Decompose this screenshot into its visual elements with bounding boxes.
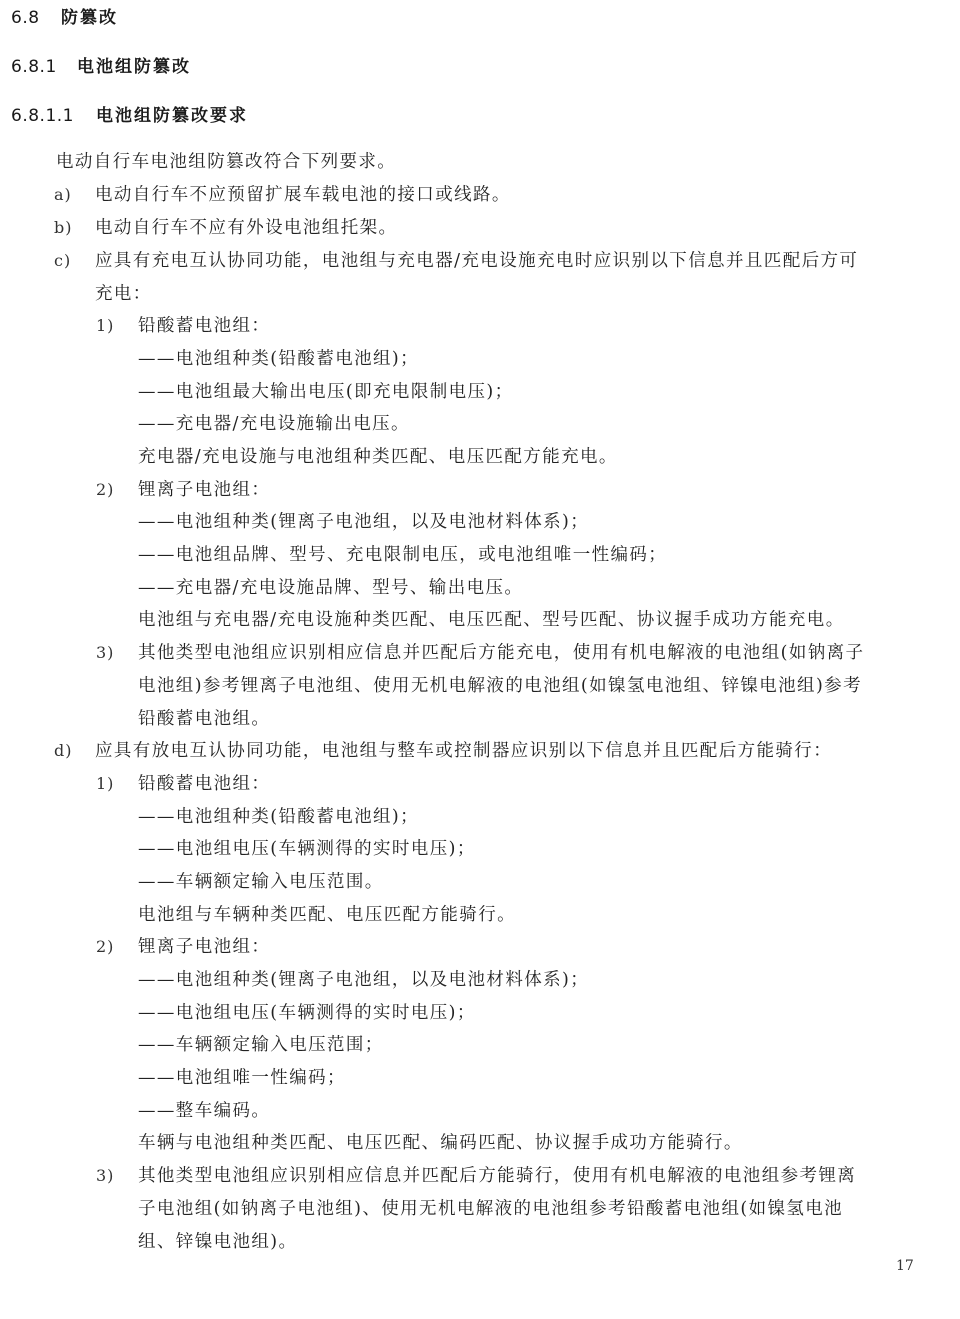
sub-c1-summary: 充电器/充电设施与电池组种类匹配、电压匹配方能充电。 [138, 447, 618, 467]
sub-marker-c3: 3) [96, 643, 115, 662]
item-marker-b: b) [54, 218, 73, 237]
item-marker-a: a) [54, 185, 72, 204]
intro-paragraph: 电动自行车电池组防篡改符合下列要求。 [56, 152, 397, 172]
sub-marker-d2: 2) [96, 937, 115, 956]
dash-item: ——充电器/充电设施输出电压。 [138, 414, 410, 434]
item-c-text-line: 充电： [95, 284, 152, 304]
sub-d3-text-line: 子电池组(如钠离子电池组)、使用无机电解液的电池组参考铅酸蓄电池组(如镍氢电池 [138, 1199, 844, 1219]
sub-d3-text-line: 组、锌镍电池组)。 [138, 1232, 298, 1252]
item-a-text: 电动自行车不应预留扩展车载电池的接口或线路。 [95, 185, 511, 205]
sub-d3-text-line: 其他类型电池组应识别相应信息并匹配后方能骑行，使用有机电解液的电池组参考锂离 [138, 1166, 857, 1186]
sub-c3-text-line: 铅酸蓄电池组。 [138, 709, 271, 729]
dash-item: ——电池组种类(锂离子电池组，以及电池材料体系)； [138, 512, 590, 532]
heading-number: 6.8.1.1 [11, 106, 74, 126]
dash-item: ——电池组品牌、型号、充电限制电压，或电池组唯一性编码； [138, 545, 668, 565]
sub-marker-d3: 3) [96, 1166, 115, 1185]
dash-item: ——车辆额定输入电压范围。 [138, 872, 384, 892]
item-d-text: 应具有放电互认协同功能，电池组与整车或控制器应识别以下信息并且匹配后方能骑行： [95, 741, 833, 761]
section-heading-6-8-1-1 [11, 104, 248, 128]
heading-number: 6.8.1 [11, 57, 57, 77]
item-b-text: 电动自行车不应有外设电池组托架。 [95, 218, 398, 238]
dash-item: ——电池组种类(锂离子电池组，以及电池材料体系)； [138, 970, 590, 990]
heading-number: 6.8 [11, 8, 40, 28]
heading-title: 电池组防篡改 [77, 57, 191, 77]
sub-c3-text-line: 电池组)参考锂离子电池组、使用无机电解液的电池组(如镍氢电池组、锌镍电池组)参考 [138, 676, 862, 696]
dash-item: ——车辆额定输入电压范围； [138, 1035, 384, 1055]
sub-c1-title: 铅酸蓄电池组： [138, 316, 271, 336]
item-marker-d: d) [54, 741, 73, 760]
sub-marker-d1: 1) [96, 774, 115, 793]
page-number: 17 [896, 1258, 914, 1274]
dash-item: ——电池组唯一性编码； [138, 1068, 346, 1088]
sub-marker-c1: 1) [96, 316, 115, 335]
section-heading-6-8-1 [11, 55, 191, 79]
item-c-text-line: 应具有充电互认协同功能，电池组与充电器/充电设施充电时应识别以下信息并且匹配后方可 [95, 251, 859, 271]
dash-item: ——电池组种类(铅酸蓄电池组)； [138, 349, 420, 369]
sub-marker-c2: 2) [96, 480, 115, 499]
sub-d1-title: 铅酸蓄电池组： [138, 774, 271, 794]
heading-title: 防篡改 [61, 8, 118, 28]
dash-item: ——整车编码。 [138, 1101, 271, 1121]
dash-item: ——电池组电压(车辆测得的实时电压)； [138, 839, 476, 859]
sub-c2-title: 锂离子电池组： [138, 480, 271, 500]
dash-item: ——电池组电压(车辆测得的实时电压)； [138, 1003, 476, 1023]
dash-item: ——电池组种类(铅酸蓄电池组)； [138, 807, 420, 827]
sub-d2-summary: 车辆与电池组种类匹配、电压匹配、编码匹配、协议握手成功方能骑行。 [138, 1133, 743, 1153]
sub-c2-summary: 电池组与充电器/充电设施种类匹配、电压匹配、型号匹配、协议握手成功方能充电。 [138, 610, 845, 630]
sub-d2-title: 锂离子电池组： [138, 937, 271, 957]
heading-title: 电池组防篡改要求 [96, 106, 248, 126]
section-heading-6-8 [11, 6, 118, 30]
sub-d1-summary: 电池组与车辆种类匹配、电压匹配方能骑行。 [138, 905, 516, 925]
dash-item: ——电池组最大输出电压(即充电限制电压)； [138, 382, 514, 402]
sub-c3-text-line: 其他类型电池组应识别相应信息并匹配后方能充电，使用有机电解液的电池组(如钠离子 [138, 643, 865, 663]
dash-item: ——充电器/充电设施品牌、型号、输出电压。 [138, 578, 524, 598]
item-marker-c: c) [54, 251, 72, 270]
